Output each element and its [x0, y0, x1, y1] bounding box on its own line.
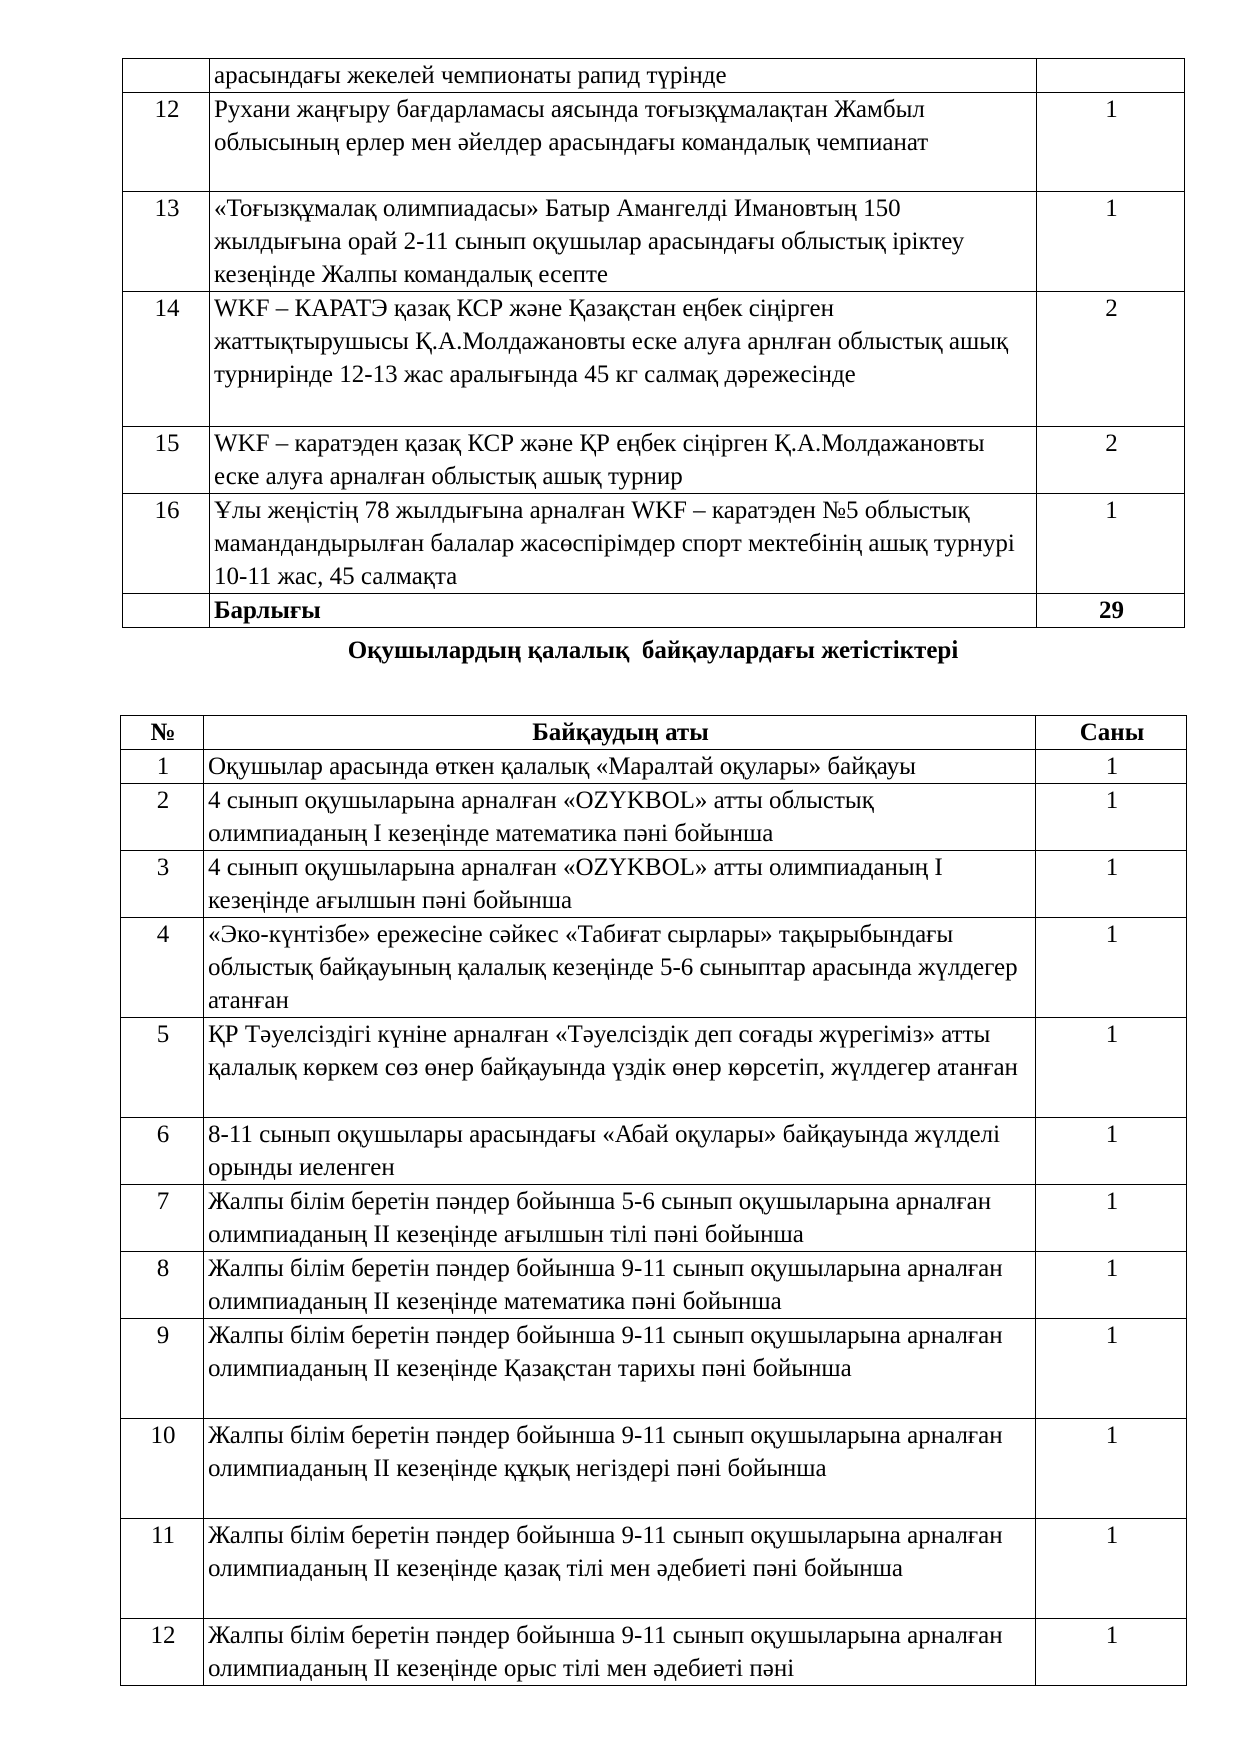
total-number-cell: [123, 594, 210, 628]
row-count: 1: [1036, 1118, 1187, 1185]
header-count: Саны: [1036, 716, 1187, 750]
row-count: 1: [1036, 784, 1187, 851]
table-row: [123, 93, 1185, 192]
row-number: 6: [121, 1118, 204, 1185]
row-count: 1: [1036, 1018, 1187, 1118]
row-name: WKF – каратэден қазақ КСР және ҚР еңбек сіңірген Қ.А.Молдажановты еске алуға арналған облыстық ашық турнир: [210, 427, 1037, 494]
city-contests-table: [120, 715, 1187, 1686]
row-number: 11: [121, 1519, 204, 1619]
total-row: [123, 594, 1185, 628]
row-name: арасындағы жекелей чемпионаты рапид түрінде: [210, 59, 1037, 93]
table-row: [121, 750, 1187, 784]
row-count: [1037, 59, 1185, 93]
row-number: 13: [123, 192, 210, 292]
row-name: Жалпы білім беретін пәндер бойынша 9-11 сынып оқушыларына арналған олимпиаданың ІІ кезеңінде қазақ тілі мен әдебиеті пәні бойынша: [204, 1519, 1036, 1619]
table-header-row: [121, 716, 1187, 750]
row-count: 1: [1037, 192, 1185, 292]
table-row: [121, 1519, 1187, 1619]
row-name: «Тоғызқұмалақ олимпиадасы» Батыр Амангелді Имановтың 150 жылдығына орай 2-11 сынып оқушылар арасындағы облыстық іріктеу кезеңінде Жалпы командалық есепте: [210, 192, 1037, 292]
row-name: Ұлы жеңістің 78 жылдығына арналған WKF – каратэден №5 облыстық мамандандырылған балалар жасөспірімдер спорт мектебінің ашық турнурі 10-11 жас, 45 салмақта: [210, 494, 1037, 594]
table-row: [121, 1185, 1187, 1252]
row-name: «Эко-күнтізбе» ережесіне сәйкес «Табиғат сырлары» тақырыбындағы облыстық байқауының қалалық кезеңінде 5-6 сыныптар арасында жүлдегер атанған: [204, 918, 1036, 1018]
table-row: [123, 192, 1185, 292]
table-row: [123, 427, 1185, 494]
row-number: 14: [123, 292, 210, 427]
row-count: 1: [1036, 851, 1187, 918]
table-row: [121, 918, 1187, 1018]
header-name: Байқаудың аты: [204, 716, 1036, 750]
row-number: 12: [123, 93, 210, 192]
row-count: 1: [1036, 1319, 1187, 1419]
row-number: [123, 59, 210, 93]
row-count: 2: [1037, 427, 1185, 494]
row-count: 1: [1036, 1185, 1187, 1252]
row-number: 4: [121, 918, 204, 1018]
row-count: 1: [1036, 918, 1187, 1018]
row-number: 15: [123, 427, 210, 494]
table-row: [123, 292, 1185, 427]
row-count: 1: [1037, 93, 1185, 192]
row-name: ҚР Тәуелсіздігі күніне арналған «Тәуелсіздік деп соғады жүрегіміз» атты қалалық көркем сөз өнер байқауында үздік өнер көрсетіп, жүлдегер атанған: [204, 1018, 1036, 1118]
row-count: 1: [1036, 1252, 1187, 1319]
table-row: [121, 1118, 1187, 1185]
row-number: 16: [123, 494, 210, 594]
row-name: Жалпы білім беретін пәндер бойынша 9-11 сынып оқушыларына арналған олимпиаданың ІІ кезеңінде құқық негіздері пәні бойынша: [204, 1419, 1036, 1519]
row-count: 1: [1036, 1519, 1187, 1619]
row-count: 2: [1037, 292, 1185, 427]
row-number: 5: [121, 1018, 204, 1118]
row-name: 8-11 сынып оқушылары арасындағы «Абай оқулары» байқауында жүлделі орынды иеленген: [204, 1118, 1036, 1185]
table-row: [121, 1018, 1187, 1118]
row-number: 7: [121, 1185, 204, 1252]
row-number: 10: [121, 1419, 204, 1519]
table-row: [121, 1319, 1187, 1419]
table-row: [123, 494, 1185, 594]
table-row: [121, 1419, 1187, 1519]
total-label: Барлығы: [210, 594, 1037, 628]
sports-achievements-table: [122, 58, 1185, 628]
row-number: 1: [121, 750, 204, 784]
row-name: Жалпы білім беретін пәндер бойынша 9-11 сынып оқушыларына арналған олимпиаданың ІІ кезеңінде Қазақстан тарихы пәні бойынша: [204, 1319, 1036, 1419]
section-title: Оқушылардың қалалық байқаулардағы жетістіктері: [347, 637, 959, 664]
row-name: WKF – КАРАТЭ қазақ КСР және Қазақстан еңбек сіңірген жаттықтырушысы Қ.А.Молдажановты еске алуға арнлған облыстық ашық турнирінде 12-13 жас аралығында 45 кг салмақ дәрежесінде: [210, 292, 1037, 427]
row-number: 9: [121, 1319, 204, 1419]
row-name: 4 сынып оқушыларына арналған «OZYKBOL» атты облыстық олимпиаданың І кезеңінде математика пәні бойынша: [204, 784, 1036, 851]
row-name: Жалпы білім беретін пәндер бойынша 5-6 сынып оқушыларына арналған олимпиаданың ІІ кезеңінде ағылшын тілі пәні бойынша: [204, 1185, 1036, 1252]
row-count: 1: [1036, 1419, 1187, 1519]
table-row: [121, 1252, 1187, 1319]
row-count: 1: [1036, 750, 1187, 784]
row-name: 4 сынып оқушыларына арналған «OZYKBOL» атты олимпиаданың І кезеңінде ағылшын пәні бойынша: [204, 851, 1036, 918]
row-name: Жалпы білім беретін пәндер бойынша 9-11 сынып оқушыларына арналған олимпиаданың ІІ кезеңінде математика пәні бойынша: [204, 1252, 1036, 1319]
row-number: 2: [121, 784, 204, 851]
total-value: 29: [1037, 594, 1185, 628]
table-row: [121, 851, 1187, 918]
table-row: [121, 1619, 1187, 1686]
table-row: [121, 784, 1187, 851]
header-number: №: [121, 716, 204, 750]
row-count: 1: [1036, 1619, 1187, 1686]
row-number: 3: [121, 851, 204, 918]
row-number: 8: [121, 1252, 204, 1319]
table-row: [123, 59, 1185, 93]
row-number: 12: [121, 1619, 204, 1686]
row-count: 1: [1037, 494, 1185, 594]
row-name: Рухани жаңғыру бағдарламасы аясында тоғызқұмалақтан Жамбыл облысының ерлер мен әйелдер арасындағы командалық чемпианат: [210, 93, 1037, 192]
row-name: Жалпы білім беретін пәндер бойынша 9-11 сынып оқушыларына арналған олимпиаданың ІІ кезеңінде орыс тілі мен әдебиеті пәні: [204, 1619, 1036, 1686]
row-name: Оқушылар арасында өткен қалалық «Маралтай оқулары» байқауы: [204, 750, 1036, 784]
